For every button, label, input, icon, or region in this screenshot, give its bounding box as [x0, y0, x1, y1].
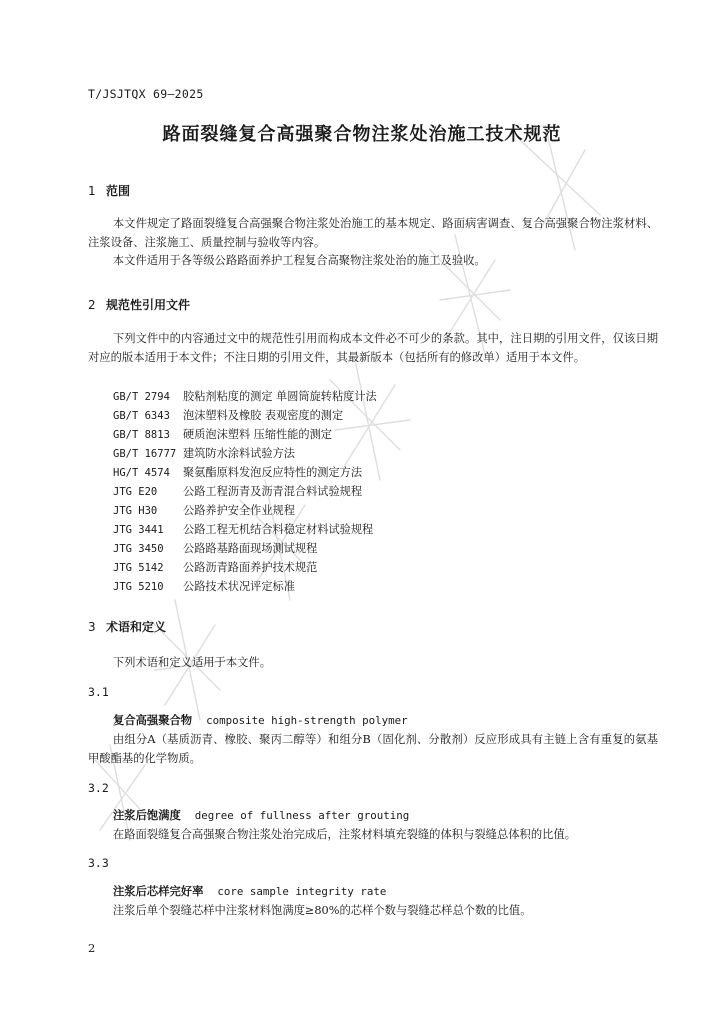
- reference-code: JTG H30: [113, 505, 158, 517]
- reference-code: JTG 5210: [113, 581, 164, 593]
- reference-name: 公路工程沥青及沥青混合料试验规程: [183, 485, 363, 498]
- reference-item: [113, 539, 653, 558]
- term-number: 3.3: [88, 856, 109, 870]
- reference-item: [113, 444, 653, 463]
- reference-name: 公路沥青路面养护技术规范: [183, 561, 318, 574]
- term-heading: [113, 883, 386, 899]
- reference-code: JTG 3441: [113, 524, 164, 536]
- reference-name: 胶粘剂粘度的测定 单圆筒旋转粘度计法: [183, 390, 377, 403]
- reference-code: JTG E20: [113, 486, 158, 498]
- reference-code: GB/T 16777: [113, 448, 177, 460]
- term-english: degree of fullness after grouting: [194, 809, 410, 822]
- reference-list: [113, 387, 653, 596]
- references-intro-text: 下列文件中的内容通过文中的规范性引用而构成本文件必不可少的条款。其中，注日期的引用文件，仅该日期对应的版本适用于本文件；不注日期的引用文件，其最新版本（包括所有的修改单）适用于本文件。: [88, 332, 658, 364]
- page-number: 2: [88, 941, 96, 955]
- reference-code: GB/T 8813: [113, 429, 170, 441]
- term-definition-text: 由组分A（基质沥青、橡胶、聚丙二醇等）和组分B（固化剂、分散剂）反应形成具有主链上含有重复的氨基甲酸酯基的化学物质。: [88, 733, 658, 765]
- reference-name: 建筑防水涂料试验方法: [183, 447, 295, 460]
- reference-code: GB/T 2794: [113, 391, 170, 403]
- reference-item: [113, 577, 653, 596]
- section-title: 术语和定义: [106, 620, 167, 634]
- term-chinese: 复合高强聚合物: [113, 713, 193, 727]
- references-intro: [88, 330, 658, 367]
- term-number: 3.1: [88, 685, 109, 699]
- term-english: composite high-strength polymer: [206, 714, 408, 727]
- term-english: core sample integrity rate: [217, 885, 387, 898]
- reference-code: GB/T 6343: [113, 410, 170, 422]
- reference-item: [113, 558, 653, 577]
- reference-code: HG/T 4574: [113, 467, 170, 479]
- scope-paragraph-2: 本文件适用于各等级公路路面养护工程复合高聚物注浆处治的施工及验收。: [112, 254, 486, 267]
- section-title: 范围: [106, 184, 131, 198]
- document-title: 路面裂缝复合高强聚合物注浆处治施工技术规范: [162, 124, 562, 145]
- section-2-heading: [88, 296, 190, 313]
- reference-item: [113, 501, 653, 520]
- section-title: 规范性引用文件: [106, 298, 191, 312]
- reference-item: [113, 520, 653, 539]
- reference-name: 硬质泡沫塑料 压缩性能的测定: [183, 428, 332, 441]
- reference-name: 公路养护安全作业规程: [183, 504, 295, 517]
- section-number: 1: [88, 184, 96, 198]
- section-3-heading: [88, 618, 166, 635]
- reference-name: 公路技术状况评定标准: [183, 580, 295, 593]
- terms-intro: [88, 654, 658, 673]
- term-chinese: 注浆后饱满度: [113, 808, 181, 822]
- reference-item: [113, 387, 653, 406]
- term-chinese: 注浆后芯样完好率: [113, 884, 204, 898]
- terms-intro-text: 下列术语和定义适用于本文件。: [112, 656, 272, 669]
- term-definition: [88, 825, 658, 844]
- term-number: 3.2: [88, 781, 109, 795]
- section-number: 3: [88, 620, 96, 634]
- scope-paragraph-1: 本文件规定了路面裂缝复合高强聚合物注浆处治施工的基本规定、路面病害调查、复合高强聚合物注浆材料、注浆设备、注浆施工、质量控制与验收等内容。: [88, 217, 658, 249]
- term-definition-text: 在路面裂缝复合高强聚合物注浆处治完成后，注浆材料填充裂缝的体积与裂缝总体积的比值。: [112, 828, 577, 841]
- reference-item: [113, 482, 653, 501]
- reference-item: [113, 406, 653, 425]
- term-definition: [88, 901, 658, 920]
- scope-text: [88, 215, 658, 271]
- reference-item: [113, 463, 653, 482]
- term-heading: [113, 712, 408, 728]
- standard-code: T/JSJTQX 69—2025: [88, 87, 204, 101]
- term-definition: [88, 730, 658, 768]
- term-heading: [113, 807, 409, 823]
- reference-name: 泡沫塑料及橡胶 表观密度的测定: [183, 409, 344, 422]
- reference-name: 公路路基路面现场测试规程: [183, 542, 318, 555]
- reference-name: 公路工程无机结合料稳定材料试验规程: [183, 523, 374, 536]
- reference-name: 聚氨酯原料发泡反应特性的测定方法: [183, 466, 363, 479]
- section-number: 2: [88, 298, 96, 312]
- reference-item: [113, 425, 653, 444]
- reference-code: JTG 3450: [113, 543, 164, 555]
- term-definition-text: 注浆后单个裂缝芯样中注浆材料饱满度≥80%的芯样个数与裂缝芯样总个数的比值。: [112, 904, 532, 917]
- section-1-heading: [88, 182, 130, 199]
- reference-code: JTG 5142: [113, 562, 164, 574]
